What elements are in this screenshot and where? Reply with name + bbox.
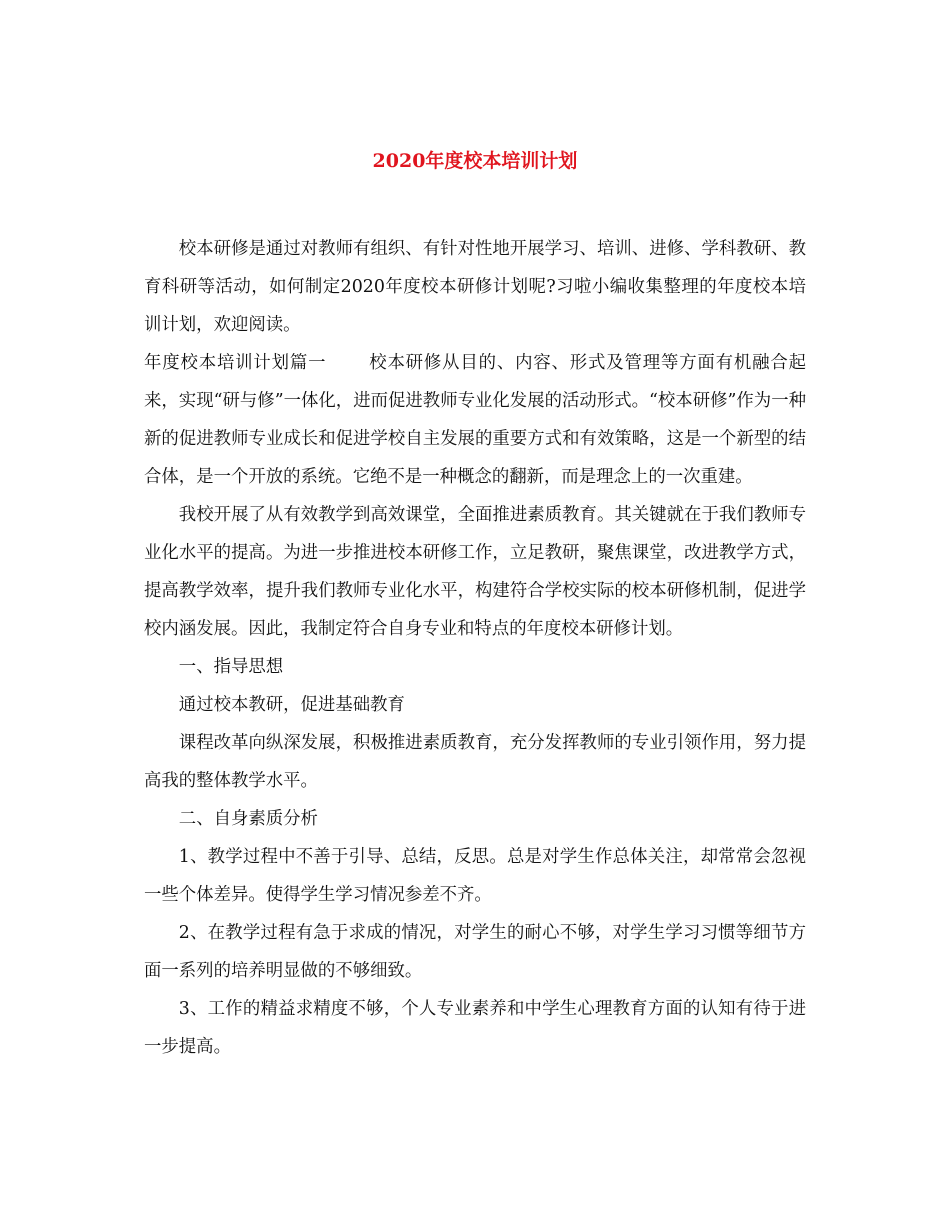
section-paragraph [144, 344, 806, 496]
heading-self-analysis: 二、自身素质分析 [178, 809, 318, 829]
heading-guiding-ideology: 一、指导思想 [178, 657, 284, 677]
section-body: 校本研修从目的、内容、形式及管理等方面有机融合起来，实现“研与修”一体化，进而促进教师专业化发展的活动形式。“校本研修”作为一种新的促进教师专业成长和促进学校自主发展的重要方式和有效策略，这是一个新型的结合体，是一个开放的系统。它绝不是一种概念的翻新，而是理念上的一次重建。 [144, 353, 806, 487]
section-heading: 年度校本培训计划篇一 [144, 353, 327, 373]
list-item: 1、教学过程中不善于引导、总结，反思。总是对学生作总体关注，却常常会忽视一些个体差异。使得学生学习情况参差不齐。 [144, 847, 806, 905]
intro-paragraph: 校本研修是通过对教师有组织、有针对性地开展学习、培训、进修、学科教研、教育科研等活动，如何制定2020年度校本研修计划呢?习啦小编收集整理的年度校本培训计划，欢迎阅读。 [144, 239, 806, 335]
list-item: 2、在教学过程有急于求成的情况，对学生的耐心不够，对学生学习习惯等细节方面一系列的培养明显做的不够细致。 [144, 923, 806, 981]
body-paragraph: 课程改革向纵深发展，积极推进素质教育，充分发挥教师的专业引领作用，努力提高我的整体教学水平。 [144, 733, 806, 791]
body-paragraph: 我校开展了从有效教学到高效课堂，全面推进素质教育。其关键就在于我们教师专业化水平的提高。为进一步推进校本研修工作，立足教研，聚焦课堂，改进教学方式，提高教学效率，提升我们教师专业化水平，构建符合学校实际的校本研修机制，促进学校内涵发展。因此，我制定符合自身专业和特点的年度校本研修计划。 [144, 505, 806, 639]
document-body [144, 230, 806, 1066]
body-paragraph: 通过校本教研，促进基础教育 [178, 695, 405, 715]
list-item: 3、工作的精益求精度不够，个人专业素养和中学生心理教育方面的认知有待于进一步提高。 [144, 999, 806, 1057]
document-title: 2020年度校本培训计划 [372, 150, 578, 172]
